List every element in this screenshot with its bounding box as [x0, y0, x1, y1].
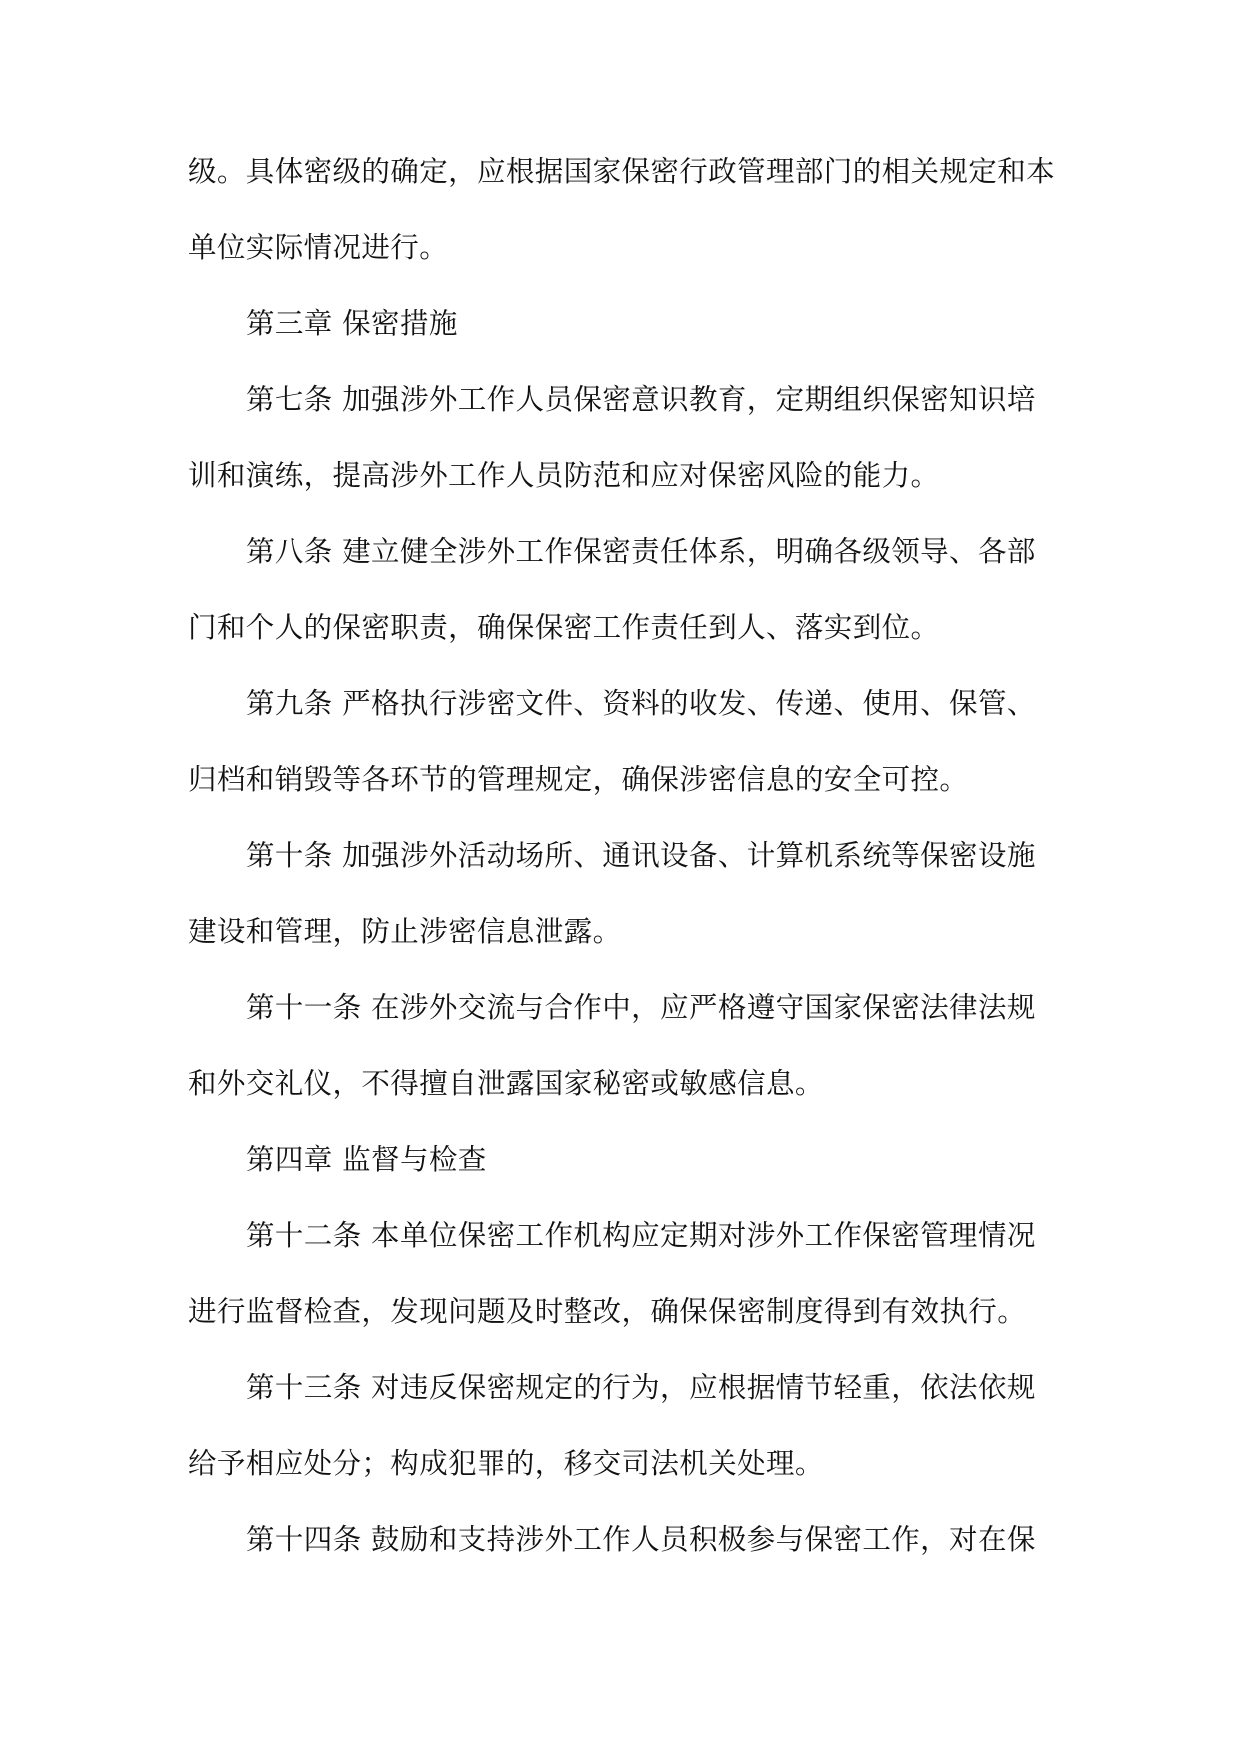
article-9-line-1: 第九条 严格执行涉密文件、资料的收发、传递、使用、保管、 — [246, 687, 1036, 720]
article-9-line-2: 归档和销毁等各环节的管理规定，确保涉密信息的安全可控。 — [188, 763, 969, 796]
article-13-line-2: 给予相应处分；构成犯罪的，移交司法机关处理。 — [188, 1447, 824, 1480]
article-8-line-2: 门和个人的保密职责，确保保密工作责任到人、落实到位。 — [188, 611, 940, 644]
article-12-line-2: 进行监督检查，发现问题及时整改，确保保密制度得到有效执行。 — [188, 1295, 1027, 1328]
text-line-1: 级。具体密级的确定，应根据国家保密行政管理部门的相关规定和本 — [188, 155, 1056, 188]
text-line-2: 单位实际情况进行。 — [188, 231, 449, 264]
article-7-line-1: 第七条 加强涉外工作人员保密意识教育，定期组织保密知识培 — [246, 383, 1036, 416]
article-8-line-1: 第八条 建立健全涉外工作保密责任体系，明确各级领导、各部 — [246, 535, 1036, 568]
article-13-line-1: 第十三条 对违反保密规定的行为，应根据情节轻重，依法依规 — [246, 1371, 1036, 1404]
article-10-line-2: 建设和管理，防止涉密信息泄露。 — [188, 915, 622, 948]
article-7-line-2: 训和演练，提高涉外工作人员防范和应对保密风险的能力。 — [188, 459, 940, 492]
article-12-line-1: 第十二条 本单位保密工作机构应定期对涉外工作保密管理情况 — [246, 1219, 1036, 1252]
article-11-line-2: 和外交礼仪，不得擅自泄露国家秘密或敏感信息。 — [188, 1067, 824, 1100]
article-10-line-1: 第十条 加强涉外活动场所、通讯设备、计算机系统等保密设施 — [246, 839, 1036, 872]
article-11-line-1: 第十一条 在涉外交流与合作中，应严格遵守国家保密法律法规 — [246, 991, 1036, 1024]
chapter-heading-3: 第三章 保密措施 — [246, 307, 458, 340]
chapter-heading-4: 第四章 监督与检查 — [246, 1143, 487, 1176]
article-14-line-1: 第十四条 鼓励和支持涉外工作人员积极参与保密工作，对在保 — [246, 1523, 1036, 1556]
